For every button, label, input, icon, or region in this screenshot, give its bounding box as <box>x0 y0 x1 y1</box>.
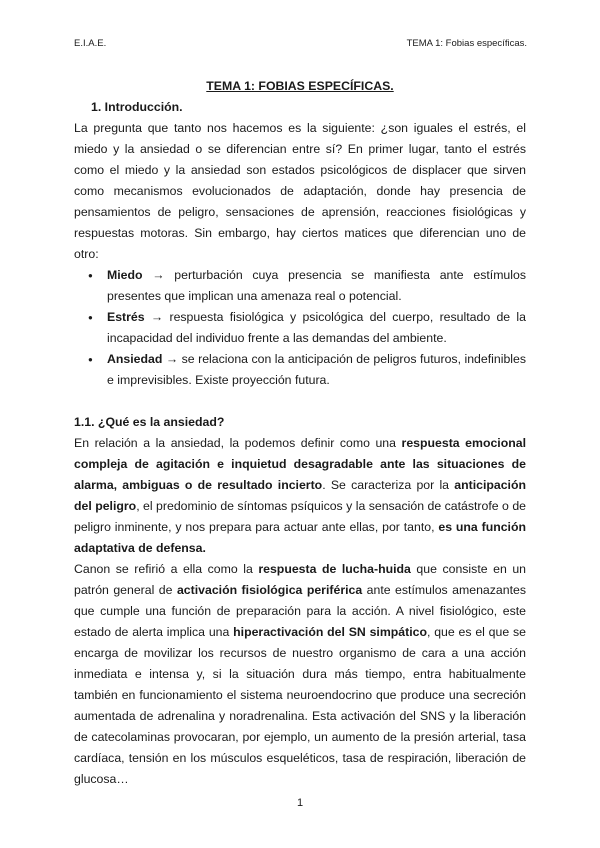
list-item <box>74 349 526 391</box>
document-title: TEMA 1: FOBIAS ESPECÍFICAS. <box>206 79 394 93</box>
definition: → respuesta fisiológica y psicológica del cuerpo, resultado de la incapacidad del individuo frente a las demandas del ambiente. <box>107 310 526 345</box>
section-heading-introduccion: 1. Introducción. <box>91 100 183 114</box>
text-run: , que es el que se encarga de movilizar los recursos de nuestro organismo de cara a una acción inmediata e intensa y, si la situación dura más tiempo, entra habitualmente también en funcionamiento el sistema neuroendocrino que produce una secreción aumentada de adrenalina y noradrenalina. Esta activación del SNS y la liberación de catecolaminas provocaran, por ejemplo, un aumento de la presión arterial, tasa cardíaca, tensión en los músculos esqueléticos, tasa de respiración, liberación de glucosa… <box>74 625 526 786</box>
text-run-bold: respuesta de lucha-huida <box>258 562 411 576</box>
text-run-bold: hiperactivación del SN simpático <box>233 625 427 639</box>
text-run: . Se caracteriza por la <box>322 478 455 492</box>
text-run: , el predominio de síntomas psíquicos y la sensación de catástrofe o de peligro inminente, y nos prepara para actuar ante ellas, por tanto, <box>74 499 526 534</box>
text-run: En relación a la ansiedad, la podemos definir como una <box>74 436 402 450</box>
term: Ansiedad <box>107 352 163 366</box>
text-run-bold: anticipación del peligro <box>74 478 526 513</box>
text-run: ante estímulos amenazantes que cumple una función de preparación para la acción. A nivel fisiológico, este estado de alerta implica una <box>74 583 526 639</box>
text-run: que consiste en un patrón general de <box>74 562 526 597</box>
definitions-list <box>74 265 526 391</box>
term: Miedo <box>107 268 143 282</box>
header-left: E.I.A.E. <box>74 38 107 49</box>
list-item <box>74 307 526 349</box>
page-number: 1 <box>296 797 304 809</box>
paragraph-definicion-ansiedad <box>74 433 526 559</box>
text-run-bold: es una función adaptativa de defensa. <box>74 520 526 555</box>
term: Estrés <box>107 310 145 324</box>
text-run-bold: activación fisiológica periférica <box>176 583 363 597</box>
text-run: Canon se refirió a ella como la <box>74 562 259 576</box>
definition: → perturbación cuya presencia se manifiesta ante estímulos presentes que implican una amenaza real o potencial. <box>107 268 526 303</box>
definition: → se relaciona con la anticipación de peligros futuros, indefinibles e imprevisibles. Existe proyección futura. <box>107 352 526 387</box>
intro-paragraph: La pregunta que tanto nos hacemos es la siguiente: ¿son iguales el estrés, el miedo y la ansiedad o se diferencian entre sí? En primer lugar, tanto el estrés como el miedo y la ansiedad son estados psicológicos de displacer que sirven como mecanismos evolucionados de adaptación, donde hay presencia de pensamientos de peligro, sensaciones de aprensión, reacciones fisiológicas y respuestas motoras. Sin embargo, hay ciertos matices que diferencian uno de otro: <box>74 121 526 261</box>
section-heading-ansiedad: 1.1. ¿Qué es la ansiedad? <box>74 415 225 429</box>
text-run-bold: respuesta emocional compleja de agitación e inquietud desagradable ante las situaciones de alarma, ambiguas o de resultado incierto <box>74 436 526 492</box>
header-right: TEMA 1: Fobias específicas. <box>406 38 527 49</box>
page-content <box>74 76 526 790</box>
paragraph-lucha-huida <box>74 559 526 790</box>
list-item <box>74 265 526 307</box>
